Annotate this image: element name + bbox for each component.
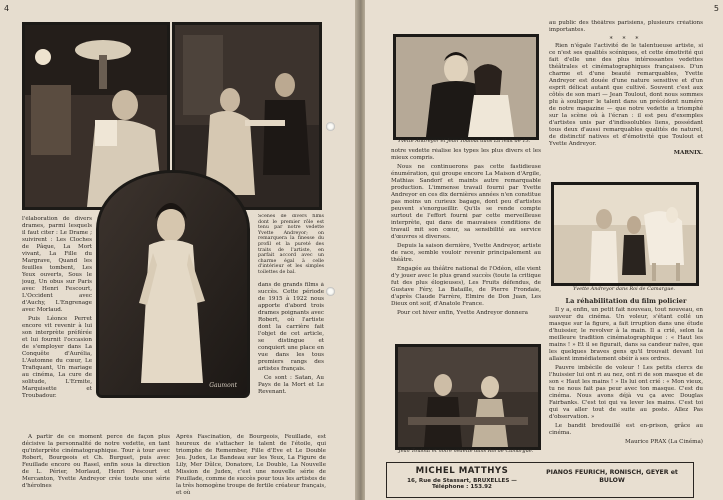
rp-right-para-5: Le bandit bredouillé est en-prison, grâce au cinéma. (549, 423, 703, 436)
page-number-right: 5 (713, 4, 719, 13)
section-stars: * * * (609, 36, 643, 43)
rp-left-para-1: notre vedette réalise les types les plus divers et les mieux compris. (391, 148, 541, 161)
right-page-left-col (391, 148, 541, 358)
binding-hole-bottom (326, 287, 335, 296)
advert-pianos: PIANOS FEURICH, RONISCH, GEYER et BULOW (546, 469, 678, 484)
section-title: La réhabilitation du film policier (565, 297, 687, 305)
bottom-right-para: Après Fascination, de Bourgeois, Feuillade, est heureux de s'attacher le talent de l'étoile, qui triomphe de Remember, Fille d'Eve et Le Double Jeu. Judex, Le Bandeau sur les Yeux, La Figure de Lily, Mer Dûlce, Donatore, Le Double, La Nouvelle Mission de Judex, c'est une nouvelle série de Feuillade, comme de succès pour tous les artistes de la très homogène troupe de fertile créateur français, et où (176, 434, 326, 496)
advert-left (392, 466, 532, 490)
caption-top-photo: Yvette Andreyor et Jean Toulout dans La Nuit de 13. (397, 138, 531, 144)
studio-mark: Gaumont (209, 382, 237, 389)
advert-address: 16, Rue de Stassart, BRUXELLES — Téléphone : 153.92 (407, 478, 517, 490)
rp-left-para-3: Depuis la saison dernière, Yvette Andreyor, artiste de race, semble vouloir revenir principalement au théâtre. (391, 243, 541, 263)
rp-right-para-1: au public des théâtres parisiens, plusieurs créations importantes. (549, 20, 703, 33)
left-col-para-2: Puis Léonce Perret encore vit revenir à lui son interprète préférée et lui fournit l'occasion de s'employer dans La Conquête d'Aurélia, L'Automne du cœur, Le Trafiquant, Un mariage au cinéma, La cure de solitude, L'Ermite, Marquisette et Troubadour. (22, 316, 92, 399)
right-page (365, 0, 723, 500)
right-page-bottom-col (549, 296, 703, 460)
caption-right-photo: Yvette Andreyor dans Roi de Camargue. (572, 286, 675, 292)
bottom-left-para: A partir de ce moment perce de façon plus décisive la personnalité de notre vedette, en tant qu'interprète cinématographique. Tour à tour avec Robert, Bourgeois et Ch. Burguet, puis avec Feuillade encore ou Rasel, enfin sous la direction de L. Périer, Morlaud, Henri Pescourt et Mercanton, Yvette Andreyor crée toute une série d'héroïnes (22, 434, 170, 489)
photo-couple-nuit (393, 34, 539, 140)
advert-box (386, 462, 694, 498)
bottom-right-text (176, 434, 326, 498)
left-page (0, 0, 358, 500)
binding-hole-top (326, 122, 335, 131)
bottom-left-text (22, 434, 170, 498)
rp-left-para-4: Engagée au théâtre national de l'Odéon, elle vient d'y jouer avec le plus grand succès (toute la critique fut des plus élogieuses), Les Fruits défendus, de Gustave Féry, La Bataille, de Pierre Frondaie, d'après Claude Farrère, Elmire de Don Juan, Les Dieux ont soif, d'Anatole France. (391, 266, 541, 307)
rp-right-para-2: Rien n'égale l'activité de le talentueuse artiste, si ce n'est ses qualités scéniques, et cette émotivité qui fait d'elle une des plus intéressantes vedettes théâtrales et cinématographiques françaises. D'un charme et d'une beauté remarquables, Yvette Andreyor est douée d'une nature sensitive et d'un esprit délicat autant que cultivé. Souvent c'est aux côtés de son mari — Jean Toulout, dont nous sommes plu à souligner le talent dans un précédent numéro de notre magazine — que notre vedette a triomphé sur la scène où à l'écran : il est peu d'exemples d'artistes unis par d'indissolubles liens, possédant tous deux d'aussi remarquables qualités de naturel, de distinctif natives et d'émotivité que Toulout et Yvette Andreyor. (549, 43, 703, 147)
author-signature-2: Maurice PRAX (La Cinéma) (625, 439, 703, 445)
photo-portrait-oval (96, 170, 250, 398)
page-number-left: 4 (4, 4, 10, 13)
rp-right-para-4: Pauvre imbécile de voleur ! Les petits clercs de l'huissier lui ont ri au nez, ont ri de son masque et de son « Haut les mains ! » Ils lui ont crié : « Mon vieux, tu ne nous fait pas peur avec ton masque. C'est du cinéma. Nous avons déjà vu ça avec Douglas Fairbanks. C'est toi qui va lever les mains. C'est toi qui va aller tout de suite au poste. Allez Pas d'observation. » (549, 365, 703, 420)
portrait-caption (258, 214, 324, 274)
portrait-caption-text: Scènes de divers films dont le premier rôle est tenu par notre vedette Yvette Andreyor; on remarquera la finesse du profil et la pureté des traits de l'artiste, en parfait accord avec un charme égal à celle d'intérieur et les simples toilettes de bal. (258, 214, 324, 274)
photo-roi-camargue-right (551, 182, 699, 286)
author-signature: MARNIX. (673, 150, 703, 156)
left-col-para-1: l'élaboration de divers drames, parmi lesquels il faut citer : Le Drame ; suivirent : Les Cloches de Pâque, La Mort vivant, La Fille du Margrave, Quand les feuilles tombent, Les Yeux ouverts, Sous le joug, Un obus sur Paris avec Henri Fescourt, L'Occident avec d'Auchy, L'Engrenage avec Morlaud. (22, 216, 92, 313)
photo-roi-camargue-left (395, 344, 541, 450)
rp-left-para-5: Pour cet hiver enfin, Yvette Andreyor donnera (397, 310, 528, 316)
rp-left-para-2: Nous ne continuerons pas cette fastidieuse énumération, qui groupe encore La Maison d'Argile, Mathias Sandorf et maints autre remarquable production. L'immense travail fourni par Yvette Andreyor en ces dix dernières années n'en constitue pas moins un curieux bagage, dont peu d'artistes peuvent s'enorgueillir. Qu'ils se rende compte surtout de l'effort fourni par cette merveilleuse interprète, qui dans de mauvaises conditions de travail mit son cœur, sa sensibilité au service d'œuvres si diverses. (391, 164, 541, 240)
right-col-para-2: Ce sont : Satan, Au Pays de la Mort et Le Revenant. (258, 375, 324, 395)
advert-name: MICHEL MATTHYS (415, 466, 509, 476)
right-page-right-col (549, 20, 703, 180)
left-col-text (22, 216, 92, 426)
right-col-text (258, 282, 324, 432)
rp-right-para-3: Il y a, enfin, un petit fait nouveau, tout nouveau, en sauveur du cinéma. Un voleur, s'étant collé un masque sur la figure, a fait irruption dans une étude d'huissier, le revolver à la main. Il a crié, selon la meilleure tradition cinématographique : « Haut les mains ! » Et il se figurait, dans sa candeur naïve, que les quelques braves gens qu'il trouvait devant lui allaient immédiatement obéir à ses ordres. (549, 307, 703, 362)
right-col-para-1: dans de grands films à succès. Cette période de 1915 à 1922 nous apporte d'abord trois drames poignants avec Robert, où l'artiste dont la carrière fait l'objet de cet article, se distingue et conquiert une place en vue dans les tous premiers rangs des artistes français. (258, 282, 324, 372)
caption-bottom-left-photo: Jean Toulout et notre vedette dans Roi de Camargue. (398, 448, 534, 454)
